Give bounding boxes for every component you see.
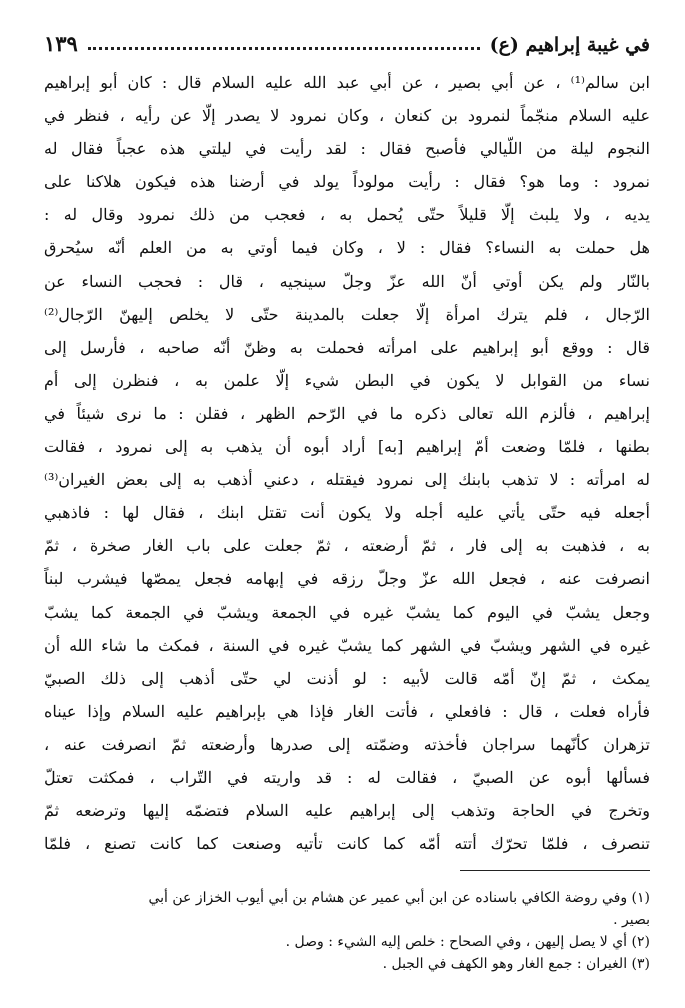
footnotes xyxy=(44,887,650,975)
text-line: غيره في الشهر ويشبّ في الشهر كما يشبّ غيره في السنة ، فمكث ما شاء الله أن xyxy=(44,635,650,655)
running-head xyxy=(44,18,650,60)
text-line: له امرأته : لا تذهب بابنك إلى نمرود فيقتله ، دعني أذهب به إلى بعض الغيران⁽³⁾ xyxy=(44,470,650,490)
footnote-1-continued: بصير . xyxy=(613,912,650,929)
text-line: يمكث ، ثمّ إنّ أمّه قالت لأبيه : لو أذنت لي حتّى أذهب إلى ذلك الصبيّ xyxy=(44,668,650,688)
footnote-divider xyxy=(460,870,650,871)
text-line: فسألها أبوه عن الصبيّ ، فقالت له : قد واريته في التّراب ، فمكثت تعتلّ xyxy=(44,767,650,787)
text-line: بطنها ، فلمّا وضعت أمّ إبراهيم [به] أراد أبوه أن يذهب به إلى نمرود ، فقالت xyxy=(44,437,650,457)
text-line: نساء من القوابل لا يكون في البطن شيء إلّا علمن به ، فنظرن إلى أم xyxy=(44,370,650,390)
footnote-3: (٣) الغيران : جمع الغار وهو الكهف في الجبل . xyxy=(382,956,650,973)
chapter-title: في غيبة إبراهيم (ع) xyxy=(489,34,650,56)
body-text xyxy=(44,66,650,860)
text-line: تزهران كأنّهما سراجان فأخذته وضمّته إلى صدرها وأرضعته ثمّ انصرفت عنه ، xyxy=(44,734,650,754)
text-line: وتخرج في الحاجة وتذهب إلى إبراهيم عليه السلام فتضمّه إليها وترضعه ثمّ xyxy=(44,801,650,821)
text-line: بالنّار ولم يكن أوتي أنّ الله عزّ وجلّ سينجيه ، قال : فحجب النساء عن xyxy=(44,271,650,291)
text-line: تنصرف ، فلمّا تحرّك أتته أمّه كما كانت تأتيه وصنعت كما كانت تصنع ، فلمّا xyxy=(44,834,650,854)
text-line: الرّجال ، فلم يترك امرأة إلّا جعلت بالمدينة حتّى لا يخلص إليهنّ الرّجال⁽²⁾ xyxy=(44,304,650,324)
text-line: به ، فذهبت به إلى فار ، ثمّ أرضعته ، ثمّ جعلت على باب الغار صخرة ، ثمّ xyxy=(44,536,650,556)
book-page xyxy=(44,18,650,988)
footnote-1: (١) وفي روضة الكافي باسناده عن ابن أبي عمير عن هشام بن أبي أيوب الخزاز عن أبي xyxy=(148,890,650,907)
text-line: إبراهيم ، فألزم الله تعالى ذكره ما في الرّحم الظهر ، فقلن : ما نرى شيئاً في xyxy=(44,403,650,423)
text-line: النجوم ليلة من اللّيالي فأصبح فقال : لقد رأيت في ليلتي هذه عجباً فقال له xyxy=(44,139,650,159)
page-number: ١٣٩ xyxy=(44,31,78,56)
text-line: وجعل يشبّ في اليوم كما يشبّ غيره في الجمعة ويشبّ في الجمعة كما يشبّ xyxy=(44,602,650,622)
text-line: ابن سالم⁽¹⁾ ، عن أبي بصير ، عن أبي عبد الله عليه السلام قال : كان أبو إبراهيم xyxy=(44,73,650,92)
text-line: نمرود : وما هو؟ فقال : رأيت مولوداً يولد في أرضنا هذه فيكون هلاكنا على xyxy=(44,172,650,192)
text-line: قال : ووقع أبو إبراهيم على امرأته فحملت به وظنّ أنّه صاحبه ، فأرسل إلى xyxy=(44,337,650,357)
text-line: فأراه فعلت ، قال : فافعلي ، فأتت الغار فإذا هي بإبراهيم عليه السلام وإذا عيناه xyxy=(44,701,650,721)
text-line: عليه السلام منجّماً لنمرود بن كنعان ، وكان نمرود لا يصدر إلّا عن رأيه ، فنظر في xyxy=(44,106,650,126)
text-line: يديه ، ولا يلبث إلّا قليلاً حتّى يُحمل به ، فعجب من ذلك نمرود وقال له : xyxy=(44,205,650,225)
text-line: هل حملت به النساء؟ فقال : لا ، وكان فيما أوتي به من العلم أنّه سيُحرق xyxy=(44,238,650,258)
footnote-2: (٢) أي لا يصل إليهن ، وفي الصحاح : خلص إليه الشيء : وصل . xyxy=(285,934,650,951)
leader-dots xyxy=(88,47,480,50)
text-line: أجعله فيه حتّى يأتي عليه أجله ولا يكون أنت تقتل ابنك ، فقال لها : فاذهبي xyxy=(44,503,650,523)
text-line: انصرفت عنه ، فجعل الله عزّ وجلّ رزقه في إبهامه فجعل يمصّها فيشرب لبناً xyxy=(44,569,650,589)
